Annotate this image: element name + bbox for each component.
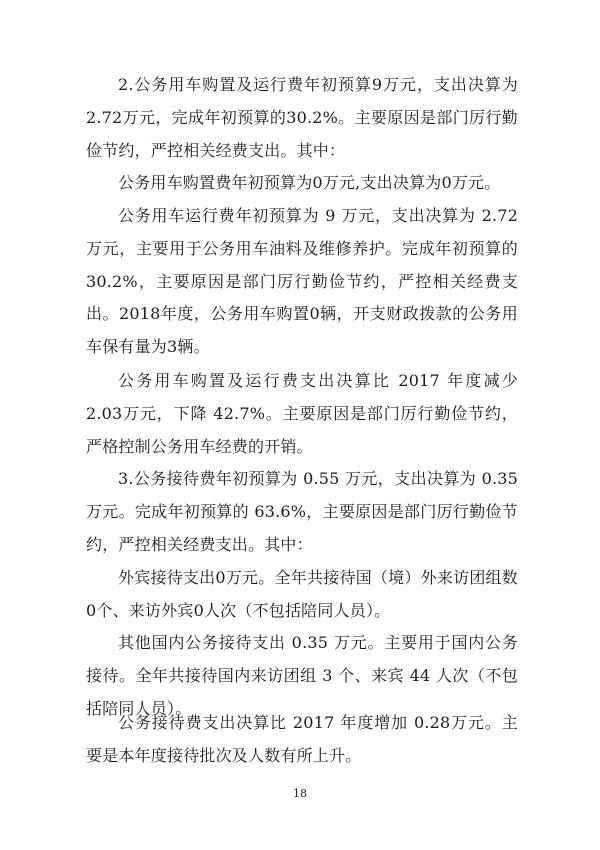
paragraph-vehicle-operation: 公务用车运行费年初预算为 9 万元，支出决算为 2.72万元，主要用于公务用车油料及维修养护。完成年初预算的30.2%，主要原因是部门厉行勤俭节约，严控相关经费支出。2018年度，公务用车购置0辆，开支财政拨款的公务用车保有量为3辆。 (86, 206, 518, 357)
paragraph-vehicle-purchase: 公务用车购置费年初预算为0万元,支出决算为0万元。 (118, 173, 501, 192)
paragraph-reception-budget-summary: 3.公务接待费年初预算为 0.55 万元，支出决算为 0.35万元。完成年初预算的 63.6%，主要原因是部门厉行勤俭节约，严控相关经费支出。其中： (86, 469, 518, 554)
paragraph-reception-comparison: 公务接待费支出决算比 2017 年度增加 0.28万元。主要是本年度接待批次及人数有所上升。 (86, 713, 518, 765)
paragraph-vehicle-budget-summary: 2.公务用车购置及运行费年初预算9万元，支出决算为2.72万元，完成年初预算的30.2%。主要原因是部门厉行勤俭节约，严控相关经费支出。其中： (86, 75, 518, 160)
page-number: 18 (293, 787, 307, 800)
paragraph-foreign-reception: 外宾接待支出0万元。全年共接待国（境）外来访团组数0个、来访外宾0人次（不包括陪同人员）。 (86, 568, 518, 620)
paragraph-vehicle-comparison: 公务用车购置及运行费支出决算比 2017 年度减少 2.03万元，下降 42.7%。主要原因是部门厉行勤俭节约，严格控制公务用车经费的开销。 (86, 371, 518, 456)
paragraph-domestic-reception: 其他国内公务接待支出 0.35 万元。主要用于国内公务接待。全年共接待国内来访团组 3 个、来宾 44 人次（不包括陪同人员）。 (86, 633, 518, 718)
